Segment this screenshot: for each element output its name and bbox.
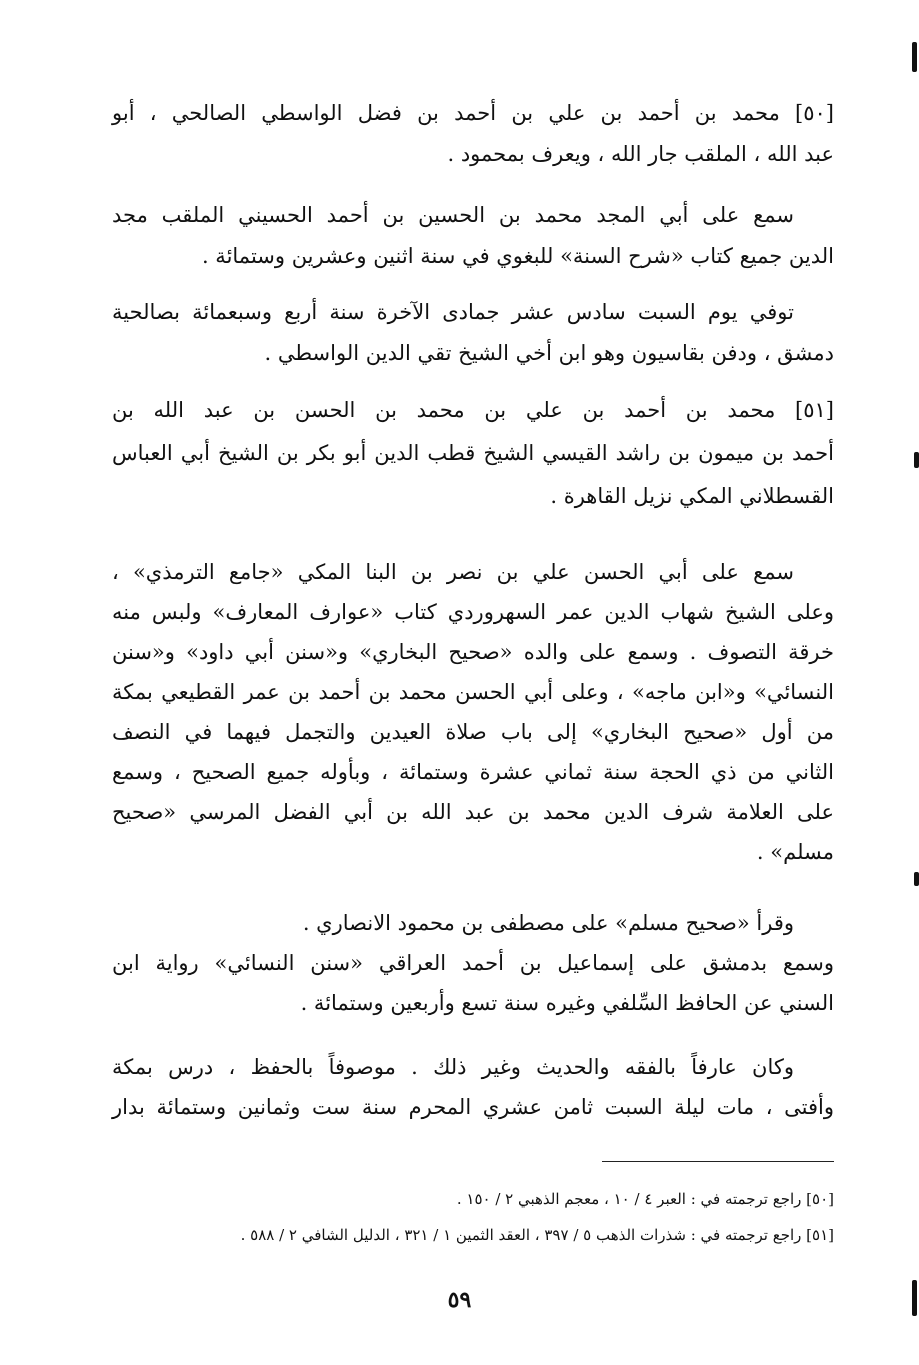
entry-50-death-paragraph <box>112 302 834 364</box>
entry-51-death-paragraph <box>112 1057 834 1118</box>
footnote-50: [٥٠] راجع ترجمته في : العبر ٤ / ١٠ ، معجم الذهبي ٢ / ١٥٠ . <box>456 1190 834 1208</box>
footnote-separator <box>602 1161 834 1162</box>
entry-51-hearing-paragraph <box>112 562 834 863</box>
text-line: أحمد بن ميمون بن راشد القيسي الشيخ قطب الدين أبو بكر بن الشيخ أبي العباس <box>112 441 834 465</box>
scan-edge-mark <box>912 1280 917 1316</box>
text-line: على العلامة شرف الدين محمد بن عبد الله بن أبي الفضل المرسي «صحيح <box>112 800 834 824</box>
scan-edge-mark <box>912 42 917 72</box>
text-line: الدين جميع كتاب «شرح السنة» للبغوي في سنة اثنين وعشرين وستمائة . <box>201 244 834 268</box>
text-line: توفي يوم السبت سادس عشر جمادى الآخرة سنة أربع وسبعمائة بصالحية <box>112 300 794 324</box>
entry-51-reading-paragraph <box>112 913 834 1014</box>
text-line: وكان عارفاً بالفقه والحديث وغير ذلك . موصوفاً بالحفظ ، درس بمكة <box>112 1055 794 1079</box>
text-line: سمع على أبي الحسن علي بن نصر بن البنا المكي «جامع الترمذي» ، <box>112 560 794 584</box>
text-line: النسائي» و«ابن ماجه» ، وعلى أبي الحسن محمد بن أحمد بن عمر القطيعي بمكة <box>112 680 834 704</box>
text-line: سمع على أبي المجد محمد بن الحسين بن أحمد الحسيني الملقب مجد <box>112 203 794 227</box>
text-line: [٥١] محمد بن أحمد بن علي بن محمد بن الحسن بن عبد الله بن <box>112 398 834 422</box>
text-line: من أول «صحيح البخاري» إلى باب صلاة العيدين والتجمل فيهما في النصف <box>112 720 834 744</box>
page-number: ٥٩ <box>447 1287 472 1313</box>
text-line: وقرأ «صحيح مسلم» على مصطفى بن محمود الانصاري . <box>302 911 794 935</box>
footnote-51: [٥١] راجع ترجمته في : شذرات الذهب ٥ / ٣٩٧ ، العقد الثمين ١ / ٣٢١ ، الدليل الشافي ٢ / ٥٨٨ . <box>240 1226 834 1244</box>
text-line: السني عن الحافظ السِّلفي وغيره سنة تسع وأربعين وستمائة . <box>300 991 834 1015</box>
text-line: وأفتى ، مات ليلة السبت ثامن عشري المحرم سنة ست وثمانين وستمائة بدار <box>112 1095 834 1119</box>
text-line: وعلى الشيخ شهاب الدين عمر السهروردي كتاب «عوارف المعارف» ولبس منه <box>112 600 834 624</box>
text-line: [٥٠] محمد بن أحمد بن علي بن أحمد بن فضل الواسطي الصالحي ، أبو <box>112 101 834 125</box>
scan-edge-mark <box>914 452 919 468</box>
text-line: عبد الله ، الملقب جار الله ، ويعرف بمحمود . <box>447 142 834 166</box>
entry-50-heading <box>112 103 834 165</box>
text-line: القسطلاني المكي نزيل القاهرة . <box>550 484 834 508</box>
entry-50-hearing-paragraph <box>112 205 834 267</box>
text-line: مسلم» . <box>756 840 834 864</box>
scan-edge-mark <box>914 872 919 886</box>
text-line: خرقة التصوف . وسمع على والده «صحيح البخاري» و«سنن أبي داود» و«سنن <box>112 640 834 664</box>
text-line: الثاني من ذي الحجة سنة ثماني عشرة وستمائة ، وبأوله جميع الصحيح ، وسمع <box>112 760 834 784</box>
text-line: دمشق ، ودفن بقاسيون وهو ابن أخي الشيخ تقي الدين الواسطي . <box>264 341 834 365</box>
text-line: وسمع بدمشق على إسماعيل بن أحمد العراقي «سنن النسائي» رواية ابن <box>112 951 834 975</box>
entry-51-heading <box>112 400 834 507</box>
